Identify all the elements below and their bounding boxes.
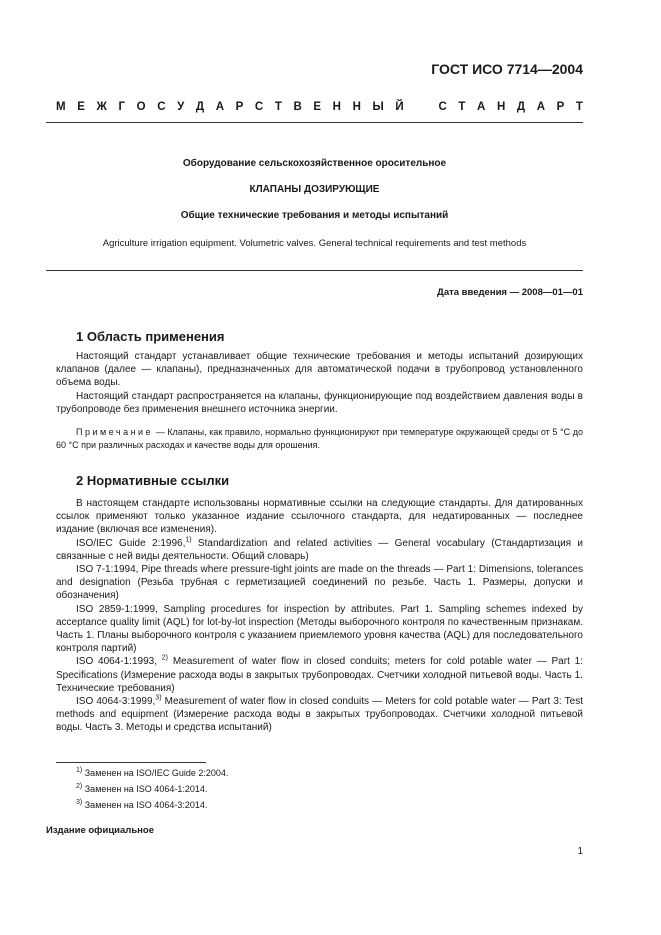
interstate-letter: Т [575, 101, 583, 113]
interstate-letter: Ы [372, 101, 384, 113]
footnote-3: $^{3)}$ Заменен на ISO 4064-3:2014. [76, 799, 208, 810]
document-code: ГОСТ ИСО 7714—2004 [431, 61, 583, 77]
header-divider [46, 122, 583, 123]
interstate-letter: Ж [96, 101, 107, 113]
note-label: Примечание [76, 427, 154, 437]
section-2-heading: 2 Нормативные ссылки [76, 473, 230, 488]
interstate-letter: Р [235, 101, 244, 113]
footnote-1: $^{1)}$ Заменен на ISO/IEC Guide 2:2004. [76, 767, 229, 778]
title-line-3: Общие технические требования и методы испытаний [180, 210, 449, 221]
interstate-letter: Д [195, 101, 205, 113]
interstate-standard-banner [56, 101, 583, 113]
interstate-letter: А [215, 101, 225, 113]
interstate-letter: Н [352, 101, 361, 113]
title-line-2: КЛАПАНЫ ДОЗИРУЮЩИЕ [249, 184, 380, 195]
footnote-2: $^{2)}$ Заменен на ISO 4064-1:2014. [76, 783, 208, 794]
footnote-divider [56, 762, 206, 763]
interstate-letter: А [477, 101, 486, 113]
interstate-letter: С [157, 101, 166, 113]
interstate-letter: М [56, 101, 66, 113]
section-1-paragraph: Настоящий стандарт распространяется на клапаны, функционирующие под воздействием давления воды в трубопроводе без применения внешнего источника энергии. [56, 390, 583, 415]
interstate-letter: Т [274, 101, 282, 113]
interstate-letter: Т [458, 101, 466, 113]
section-1-body [56, 350, 583, 416]
interstate-letter: Р [556, 101, 565, 113]
interstate-letter: Д [516, 101, 526, 113]
note-text: — Клапаны, как правило, нормально функционируют при температуре окружающей среды от 5 °С до 60 °С при различных расходах и качестве воды для орошения. [56, 427, 583, 450]
interstate-letter: О [136, 101, 146, 113]
interstate-letter: Н [496, 101, 506, 113]
section-1-paragraph: Настоящий стандарт устанавливает общие технические требования и методы испытаний дозирующих клапанов (далее — клапаны), предназначенных для автоматической подачи в трубопровод установленного объема воды. [56, 351, 583, 389]
title-line-1: Оборудование сельскохозяйственное оросительное [182, 158, 447, 169]
introduction-date: Дата введения — 2008—01—01 [437, 287, 583, 298]
reference-item: ISO 7-1:1994, Pipe threads where pressure-tight joints are made on the threads — Part 1: Dimensions, tolerances and designation (Резьба трубная с герметизацией соединений по резьбе. Часть 1. Размеры, допуски и обозначения) [56, 564, 583, 602]
interstate-letter: В [293, 101, 302, 113]
interstate-letter: А [536, 101, 546, 113]
reference-item: ISO 4064-3:1999,$^{3)}$ Measurement of water flow in closed conduits — Meters for cold potable water — Part 3: Test methods and equipment (Измерение расхода воды в закрытых трубопроводах. Счетчики холодной питьевой воды. Часть 3. Методы и средства испытаний) [56, 694, 583, 734]
section-1-heading: 1 Область применения [76, 329, 225, 344]
interstate-letter: Г [118, 101, 126, 113]
reference-item: ISO 2859-1:1999, Sampling procedures for inspection by attributes. Part 1. Sampling schemes indexed by acceptance quality limit (AQL) for lot-by-lot inspection (Методы выборочного контроля по качественным признакам. Часть 1. Планы выборочного контроля с указанием приемлемого уровня качества (AQL) для последовательного контроля партий) [56, 603, 583, 655]
title-english: Agriculture irrigation equipment. Volumetric valves. General technical requirements and test methods [102, 238, 527, 249]
section-1-note [56, 426, 583, 451]
interstate-letter: Н [332, 101, 341, 113]
interstate-letter: С [438, 101, 447, 113]
official-edition-label: Издание официальное [46, 825, 154, 836]
section-2-body [56, 497, 583, 735]
interstate-letter: Е [77, 101, 85, 113]
title-divider [46, 270, 583, 271]
interstate-letter: Й [395, 101, 404, 113]
interstate-letter: Е [313, 101, 322, 113]
section-2-intro: В настоящем стандарте использованы нормативные ссылки на следующие стандарты. Для датированных ссылок применяют только указанное издание ссылочного стандарта, для недатированных — последнее издание (включая все изменения). [56, 498, 583, 536]
interstate-letter: С [254, 101, 264, 113]
page-number: 1 [577, 846, 583, 857]
interstate-letter: У [177, 101, 185, 113]
reference-item: ISO/IEC Guide 2:1996,$^{1)}$ Standardization and related activities — General vocabulary (Стандартизация и связанные с ней виды деятельности. Общий словарь) [56, 536, 583, 562]
reference-item: ISO 4064-1:1993, $^{2)}$ Measurement of water flow in closed conduits; meters for cold potable water — Part 1: Specifications (Измерение расхода воды в закрытых трубопроводах. Счетчики холодной питьевой воды. Часть 1. Технические требования) [56, 655, 583, 694]
